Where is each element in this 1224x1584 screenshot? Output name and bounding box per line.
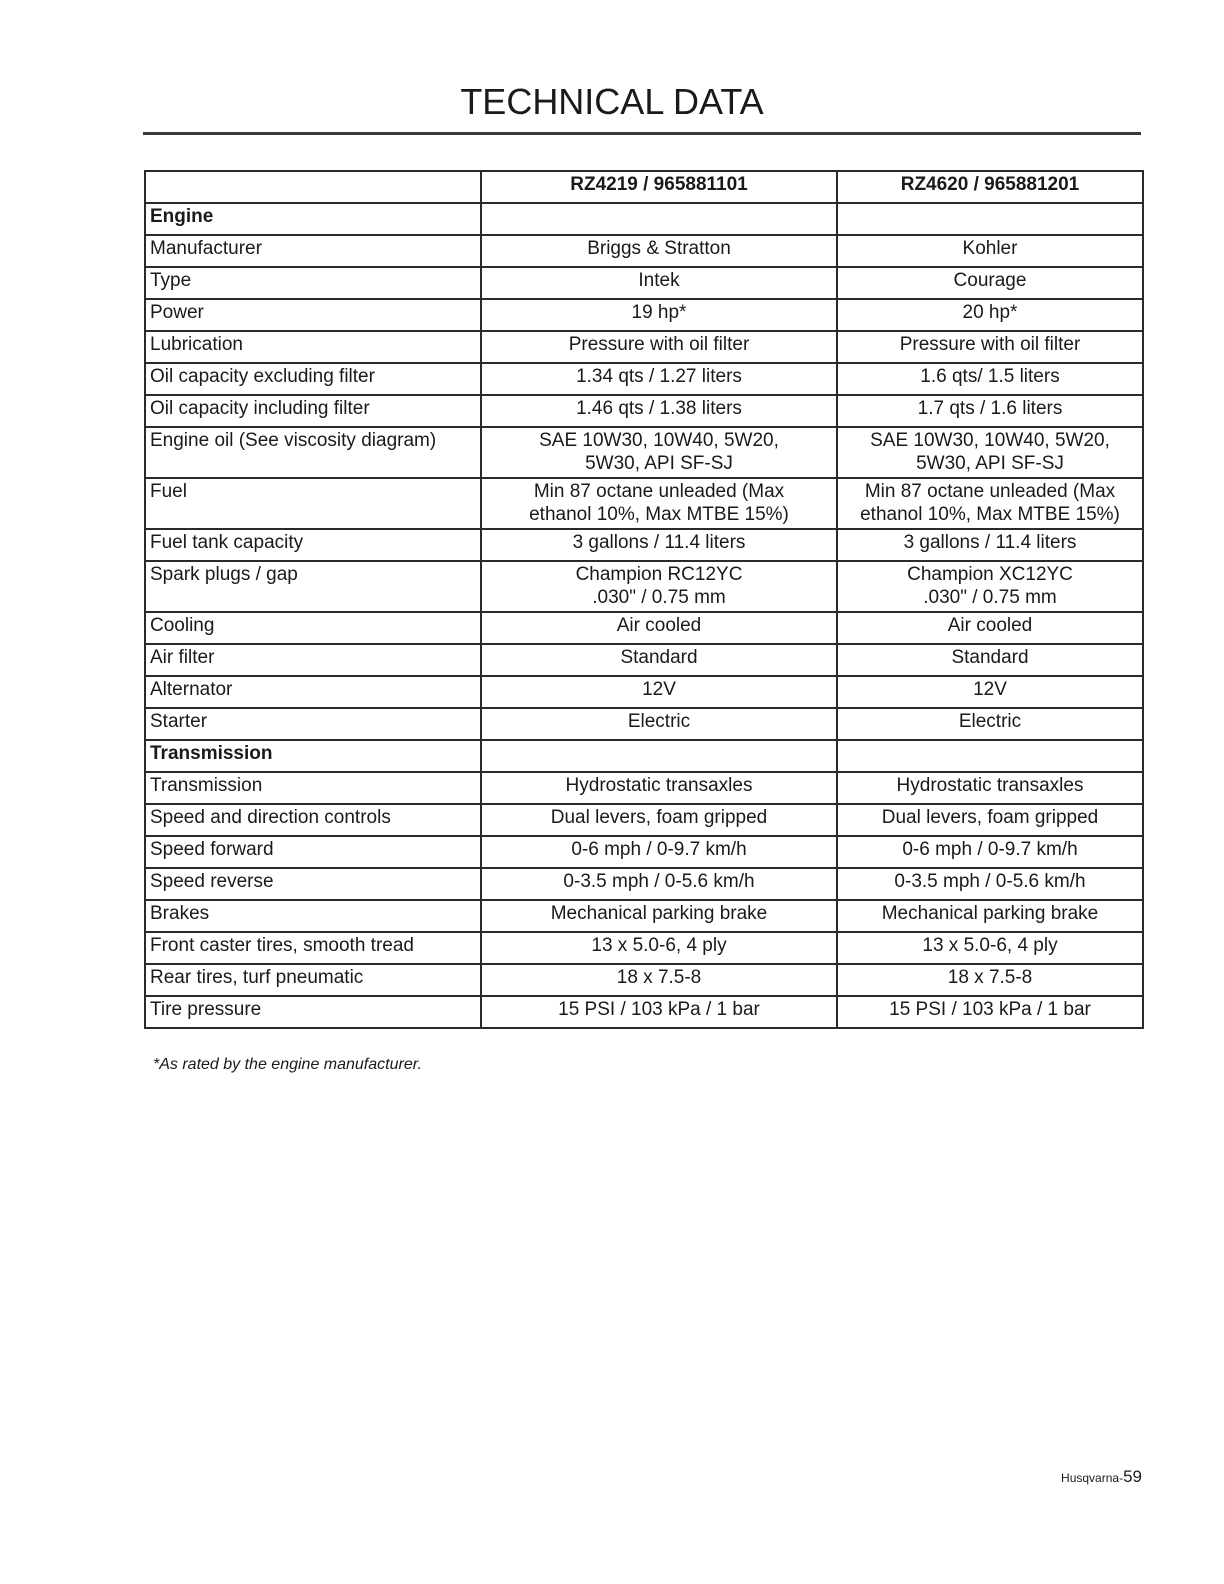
value-line: 18 x 7.5-8 bbox=[947, 967, 1033, 988]
header-model-rz4219: RZ4219 / 965881101 bbox=[481, 171, 837, 203]
page-number: 59 bbox=[1123, 1467, 1142, 1486]
value-line: 1.46 qts / 1.38 liters bbox=[576, 398, 742, 419]
value-line: 15 PSI / 103 kPa / 1 bar bbox=[558, 999, 760, 1020]
section-title: Transmission bbox=[145, 740, 481, 772]
value-line: Courage bbox=[953, 270, 1027, 291]
spec-value-rz4219 bbox=[481, 964, 837, 996]
value-line: 12V bbox=[973, 679, 1007, 700]
spec-value-rz4219 bbox=[481, 235, 837, 267]
spec-value-rz4219 bbox=[481, 804, 837, 836]
spec-value-rz4219 bbox=[481, 331, 837, 363]
spec-value-rz4219 bbox=[481, 395, 837, 427]
table-row bbox=[145, 427, 1143, 478]
header-blank-cell bbox=[145, 171, 481, 203]
value-line: Mechanical parking brake bbox=[881, 903, 1099, 924]
value-line: 19 hp* bbox=[631, 302, 687, 323]
page-footer bbox=[1061, 1467, 1142, 1487]
value-line: Briggs & Stratton bbox=[587, 238, 731, 259]
table-row bbox=[145, 561, 1143, 612]
table-row bbox=[145, 996, 1143, 1028]
header-model-rz4620: RZ4620 / 965881201 bbox=[837, 171, 1143, 203]
spec-value-rz4219 bbox=[481, 529, 837, 561]
spec-value-rz4620 bbox=[837, 612, 1143, 644]
value-line: .030" / 0.75 mm bbox=[923, 587, 1057, 608]
table-row bbox=[145, 395, 1143, 427]
section-title: Engine bbox=[145, 203, 481, 235]
table-row bbox=[145, 772, 1143, 804]
empty-cell bbox=[481, 203, 837, 235]
value-line: Electric bbox=[627, 711, 691, 732]
footnote: *As rated by the engine manufacturer. bbox=[153, 1056, 422, 1073]
spec-value-rz4219 bbox=[481, 478, 837, 529]
table-row bbox=[145, 331, 1143, 363]
spec-value-rz4219 bbox=[481, 267, 837, 299]
table-row bbox=[145, 235, 1143, 267]
value-line: 0-3.5 mph / 0-5.6 km/h bbox=[894, 871, 1086, 892]
value-line: 15 PSI / 103 kPa / 1 bar bbox=[889, 999, 1091, 1020]
spec-value-rz4620 bbox=[837, 395, 1143, 427]
spec-value-rz4219 bbox=[481, 644, 837, 676]
spec-label: Speed and direction controls bbox=[145, 804, 481, 836]
table-header-row bbox=[145, 171, 1143, 203]
spec-label: Speed reverse bbox=[145, 868, 481, 900]
spec-value-rz4219 bbox=[481, 708, 837, 740]
spec-label: Tire pressure bbox=[145, 996, 481, 1028]
table-row bbox=[145, 836, 1143, 868]
spec-value-rz4219 bbox=[481, 868, 837, 900]
value-line: SAE 10W30, 10W40, 5W20, bbox=[870, 430, 1110, 451]
value-line: 0-3.5 mph / 0-5.6 km/h bbox=[563, 871, 755, 892]
value-line: Air cooled bbox=[616, 615, 702, 636]
value-line: 1.6 qts/ 1.5 liters bbox=[920, 366, 1060, 387]
spec-value-rz4620 bbox=[837, 836, 1143, 868]
spec-value-rz4620 bbox=[837, 299, 1143, 331]
spec-value-rz4219 bbox=[481, 676, 837, 708]
value-line: Min 87 octane unleaded (Max bbox=[533, 481, 785, 502]
spec-label: Type bbox=[145, 267, 481, 299]
table-row bbox=[145, 299, 1143, 331]
page-title: TECHNICAL DATA bbox=[460, 81, 764, 122]
spec-value-rz4620 bbox=[837, 478, 1143, 529]
spec-label: Brakes bbox=[145, 900, 481, 932]
table-row bbox=[145, 932, 1143, 964]
spec-label: Air filter bbox=[145, 644, 481, 676]
empty-cell bbox=[837, 740, 1143, 772]
value-line: Kohler bbox=[962, 238, 1018, 259]
spec-value-rz4620 bbox=[837, 235, 1143, 267]
spec-value-rz4219 bbox=[481, 900, 837, 932]
table-row bbox=[145, 868, 1143, 900]
spec-label: Speed forward bbox=[145, 836, 481, 868]
table-row bbox=[145, 804, 1143, 836]
spec-value-rz4620 bbox=[837, 964, 1143, 996]
table-row bbox=[145, 900, 1143, 932]
value-line: 1.34 qts / 1.27 liters bbox=[576, 366, 742, 387]
value-line: Standard bbox=[951, 647, 1029, 668]
spec-label: Transmission bbox=[145, 772, 481, 804]
spec-value-rz4219 bbox=[481, 427, 837, 478]
table-row bbox=[145, 612, 1143, 644]
value-line: 12V bbox=[642, 679, 676, 700]
value-line: Champion XC12YC bbox=[907, 564, 1073, 585]
spec-label: Manufacturer bbox=[145, 235, 481, 267]
spec-value-rz4620 bbox=[837, 900, 1143, 932]
value-line: SAE 10W30, 10W40, 5W20, bbox=[539, 430, 779, 451]
spec-label: Rear tires, turf pneumatic bbox=[145, 964, 481, 996]
table-row bbox=[145, 964, 1143, 996]
spec-label: Spark plugs / gap bbox=[145, 561, 481, 612]
spec-value-rz4620 bbox=[837, 996, 1143, 1028]
spec-value-rz4219 bbox=[481, 299, 837, 331]
value-line: Electric bbox=[958, 711, 1022, 732]
spec-label: Fuel tank capacity bbox=[145, 529, 481, 561]
spec-label: Front caster tires, smooth tread bbox=[145, 932, 481, 964]
value-line: Standard bbox=[620, 647, 698, 668]
spec-label: Cooling bbox=[145, 612, 481, 644]
value-line: 5W30, API SF-SJ bbox=[585, 453, 733, 474]
spec-label: Oil capacity excluding filter bbox=[145, 363, 481, 395]
empty-cell bbox=[481, 740, 837, 772]
spec-value-rz4219 bbox=[481, 996, 837, 1028]
value-line: 18 x 7.5-8 bbox=[616, 967, 702, 988]
value-line: Dual levers, foam gripped bbox=[550, 807, 768, 828]
spec-value-rz4620 bbox=[837, 804, 1143, 836]
value-line: 3 gallons / 11.4 liters bbox=[572, 532, 746, 553]
spec-value-rz4620 bbox=[837, 363, 1143, 395]
value-line: 5W30, API SF-SJ bbox=[916, 453, 1064, 474]
spec-value-rz4620 bbox=[837, 676, 1143, 708]
spec-value-rz4620 bbox=[837, 772, 1143, 804]
value-line: 13 x 5.0-6, 4 ply bbox=[591, 935, 727, 956]
value-line: ethanol 10%, Max MTBE 15%) bbox=[860, 504, 1120, 525]
title-divider bbox=[143, 132, 1141, 135]
spec-value-rz4620 bbox=[837, 932, 1143, 964]
value-line: Hydrostatic transaxles bbox=[565, 775, 753, 796]
value-line: 1.7 qts / 1.6 liters bbox=[917, 398, 1063, 419]
spec-value-rz4620 bbox=[837, 529, 1143, 561]
table-body bbox=[145, 203, 1143, 1028]
spec-label: Starter bbox=[145, 708, 481, 740]
spec-value-rz4620 bbox=[837, 868, 1143, 900]
value-line: ethanol 10%, Max MTBE 15%) bbox=[529, 504, 789, 525]
value-line: Champion RC12YC bbox=[575, 564, 743, 585]
section-row bbox=[145, 740, 1143, 772]
value-line: Pressure with oil filter bbox=[568, 334, 750, 355]
spec-value-rz4620 bbox=[837, 331, 1143, 363]
table-row bbox=[145, 676, 1143, 708]
spec-value-rz4620 bbox=[837, 267, 1143, 299]
value-line: 0-6 mph / 0-9.7 km/h bbox=[902, 839, 1078, 860]
spec-label: Power bbox=[145, 299, 481, 331]
spec-label: Fuel bbox=[145, 478, 481, 529]
section-row bbox=[145, 203, 1143, 235]
table-row bbox=[145, 529, 1143, 561]
value-line: Intek bbox=[638, 270, 680, 291]
table-row bbox=[145, 267, 1143, 299]
value-line: Hydrostatic transaxles bbox=[896, 775, 1084, 796]
table-row bbox=[145, 644, 1143, 676]
value-line: .030" / 0.75 mm bbox=[592, 587, 726, 608]
spec-label: Oil capacity including filter bbox=[145, 395, 481, 427]
spec-value-rz4620 bbox=[837, 708, 1143, 740]
value-line: 20 hp* bbox=[962, 302, 1018, 323]
value-line: Mechanical parking brake bbox=[550, 903, 768, 924]
table-row bbox=[145, 478, 1143, 529]
value-line: Min 87 octane unleaded (Max bbox=[864, 481, 1116, 502]
footer-brand: Husqvarna- bbox=[1061, 1471, 1124, 1485]
value-line: Pressure with oil filter bbox=[899, 334, 1081, 355]
spec-label: Alternator bbox=[145, 676, 481, 708]
spec-value-rz4219 bbox=[481, 772, 837, 804]
spec-label: Lubrication bbox=[145, 331, 481, 363]
spec-value-rz4620 bbox=[837, 427, 1143, 478]
value-line: Air cooled bbox=[947, 615, 1033, 636]
spec-value-rz4219 bbox=[481, 932, 837, 964]
spec-value-rz4620 bbox=[837, 561, 1143, 612]
table-row bbox=[145, 363, 1143, 395]
spec-label: Engine oil (See viscosity diagram) bbox=[145, 427, 481, 478]
value-line: 13 x 5.0-6, 4 ply bbox=[922, 935, 1058, 956]
value-line: 0-6 mph / 0-9.7 km/h bbox=[571, 839, 747, 860]
technical-data-table bbox=[144, 170, 1144, 1029]
spec-value-rz4620 bbox=[837, 644, 1143, 676]
table-row bbox=[145, 708, 1143, 740]
spec-value-rz4219 bbox=[481, 363, 837, 395]
spec-value-rz4219 bbox=[481, 612, 837, 644]
spec-value-rz4219 bbox=[481, 836, 837, 868]
value-line: 3 gallons / 11.4 liters bbox=[903, 532, 1077, 553]
value-line: Dual levers, foam gripped bbox=[881, 807, 1099, 828]
spec-value-rz4219 bbox=[481, 561, 837, 612]
empty-cell bbox=[837, 203, 1143, 235]
